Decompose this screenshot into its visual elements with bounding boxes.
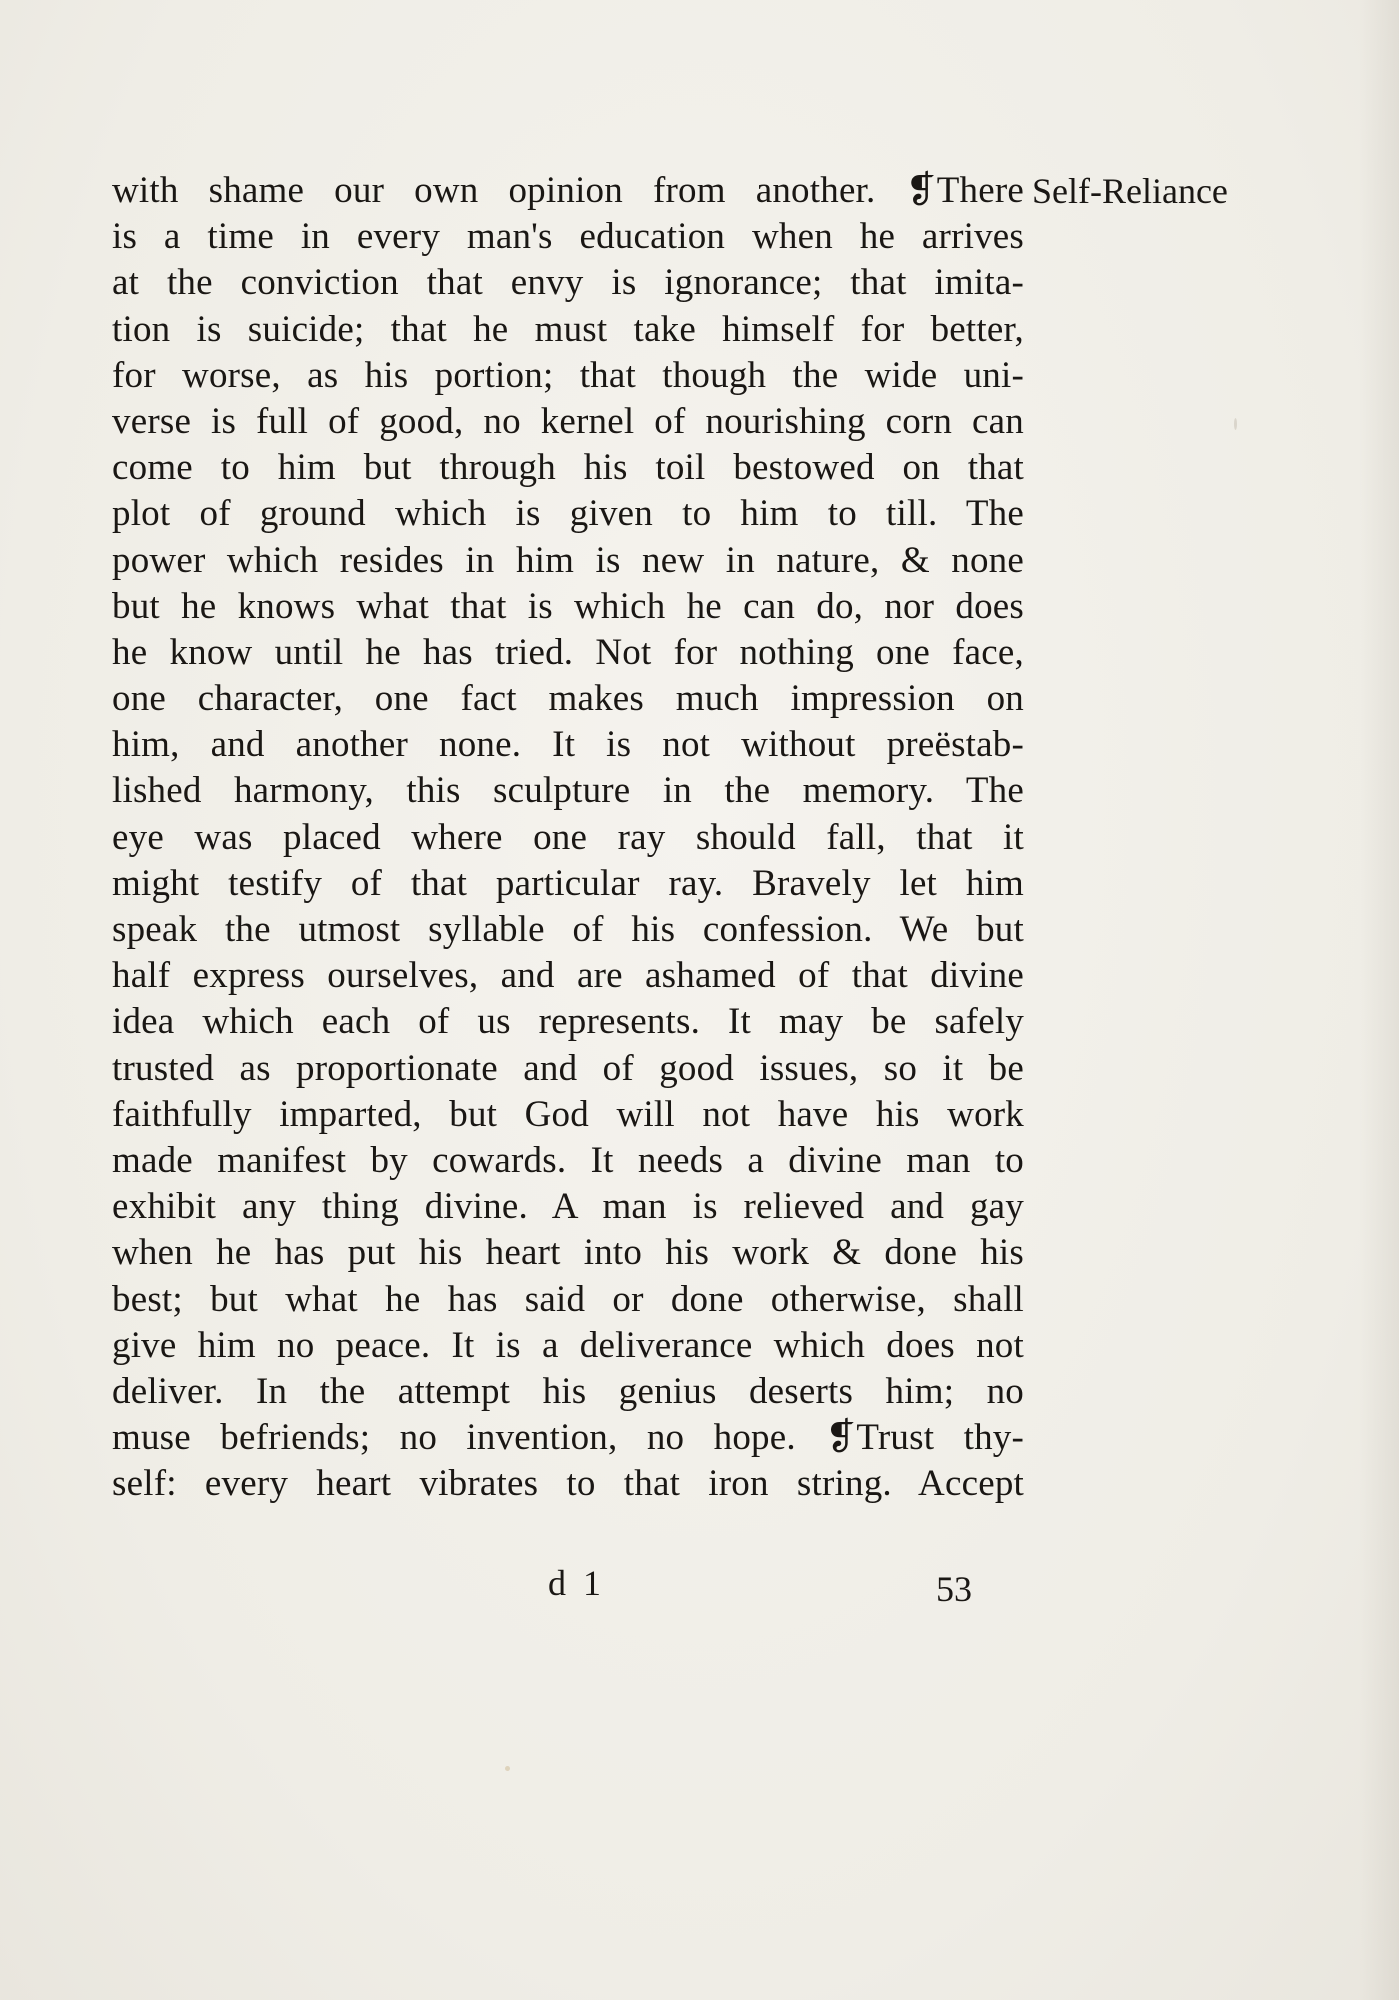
- text-line: but he knows what that is which he can do, nor does: [112, 585, 1024, 627]
- text-line: lished harmony, this sculpture in the memory. The: [112, 770, 1024, 812]
- running-head: Self-Reliance: [1032, 171, 1228, 211]
- signature-mark: d 1: [548, 1563, 605, 1603]
- text-line: him, and another none. It is not without preëstab-: [112, 724, 1024, 766]
- text-line: might testify of that particular ray. Bravely let him: [112, 862, 1024, 904]
- text-line: made manifest by cowards. It needs a divine man to: [112, 1139, 1024, 1181]
- text-line: plot of ground which is given to him to till. The: [112, 493, 1024, 535]
- paper-spot: [505, 1766, 510, 1771]
- text-line: tion is suicide; that he must take himself for better,: [112, 308, 1024, 350]
- text-line: one character, one fact makes much impression on: [112, 678, 1024, 720]
- text-line: exhibit any thing divine. A man is relieved and gay: [112, 1186, 1024, 1228]
- text-line: with shame our own opinion from another. ❡There: [112, 170, 1024, 211]
- text-line: trusted as proportionate and of good issues, so it be: [112, 1047, 1024, 1089]
- text-line: deliver. In the attempt his genius deserts him; no: [112, 1370, 1024, 1412]
- body-text: [112, 168, 1024, 1507]
- paper-spot: [1234, 418, 1237, 430]
- text-line: at the conviction that envy is ignorance; that imita-: [112, 262, 1024, 304]
- text-line: come to him but through his toil bestowed on that: [112, 447, 1024, 489]
- text-line: he know until he has tried. Not for nothing one face,: [112, 631, 1024, 673]
- text-line: when he has put his heart into his work & done his: [112, 1232, 1024, 1274]
- page-number: 53: [936, 1569, 972, 1609]
- text-line: for worse, as his portion; that though the wide uni-: [112, 354, 1024, 396]
- text-line: give him no peace. It is a deliverance which does not: [112, 1324, 1024, 1366]
- text-line: half express ourselves, and are ashamed of that divine: [112, 955, 1024, 997]
- text-line: best; but what he has said or done otherwise, shall: [112, 1278, 1024, 1320]
- text-line: speak the utmost syllable of his confession. We but: [112, 909, 1024, 950]
- text-line: is a time in every man's education when he arrives: [112, 216, 1024, 258]
- text-line: eye was placed where one ray should fall, that it: [112, 816, 1024, 858]
- text-line: power which resides in him is new in nature, & none: [112, 539, 1024, 581]
- text-line: faithfully imparted, but God will not have his work: [112, 1093, 1024, 1135]
- text-line: self: every heart vibrates to that iron string. Accept: [112, 1463, 1024, 1505]
- text-line: idea which each of us represents. It may be safely: [112, 1001, 1024, 1043]
- text-line: verse is full of good, no kernel of nourishing corn can: [112, 400, 1024, 442]
- text-line: muse befriends; no invention, no hope. ❡Trust thy-: [112, 1417, 1024, 1459]
- page-edge-shadow: [1359, 0, 1399, 2000]
